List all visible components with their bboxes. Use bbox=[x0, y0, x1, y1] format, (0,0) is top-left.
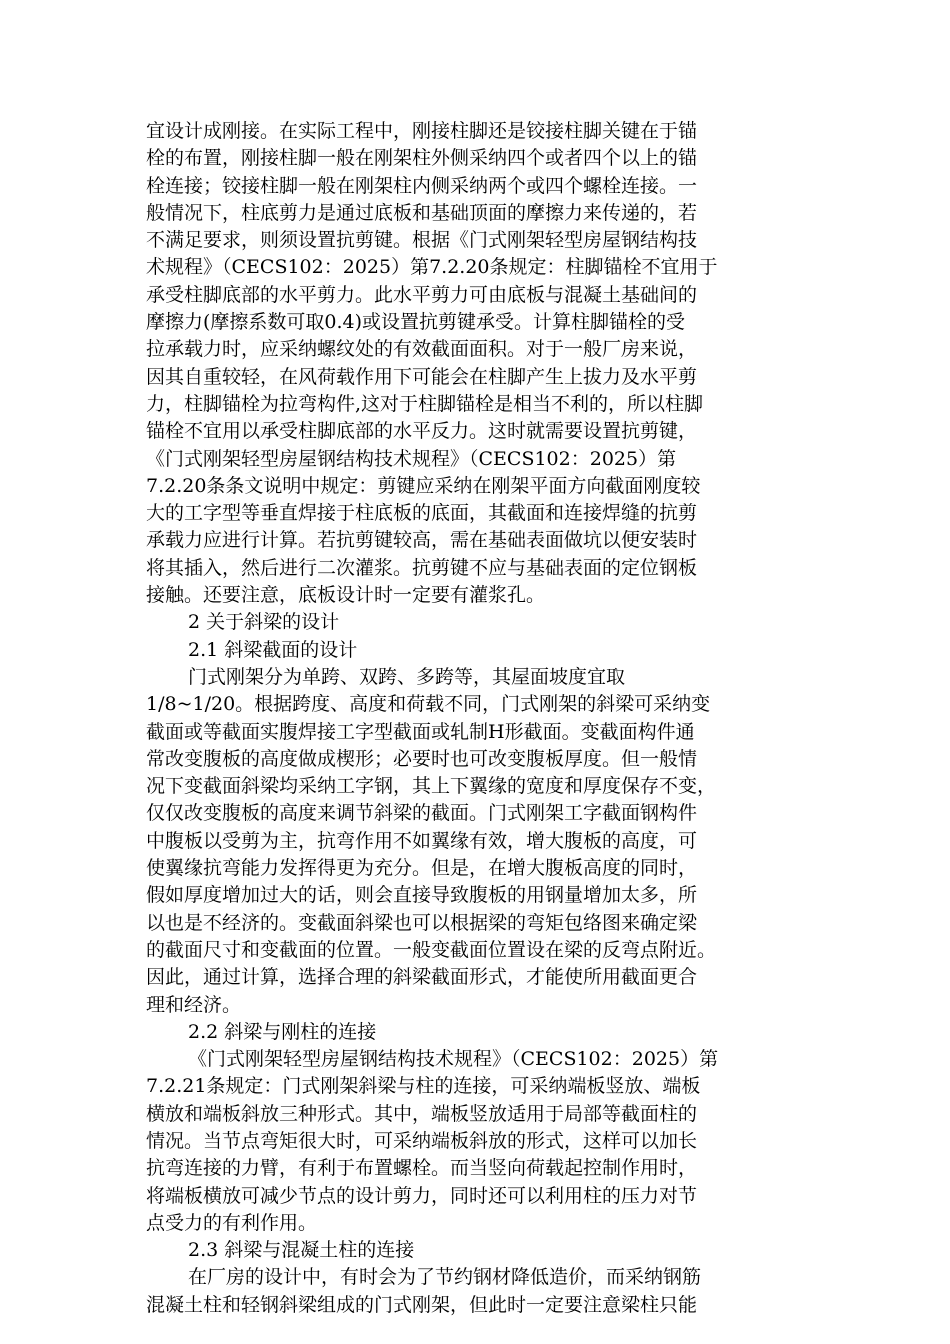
text-line: 7.2.21条规定：门式刚架斜梁与柱的连接，可采纳端板竖放、端板 bbox=[146, 1075, 701, 1098]
text-line: 的截面尺寸和变截面的位置。一般变截面位置设在梁的反弯点附近。 bbox=[146, 938, 717, 961]
text-line: 锚栓不宜用以承受柱脚底部的水平反力。这时就需要设置抗剪键， bbox=[146, 420, 698, 443]
text-line: 中腹板以受剪为主，抗弯作用不如翼缘有效，增大腹板的高度，可 bbox=[146, 829, 698, 852]
text-line: 理和经济。 bbox=[146, 993, 242, 1016]
text-line: 《门式刚架轻型房屋钢结构技术规程》（CECS102：2025）第 bbox=[188, 1048, 719, 1071]
text-line: 2.3 斜梁与混凝土柱的连接 bbox=[188, 1239, 415, 1262]
text-line: 混凝土柱和轻钢斜梁组成的门式刚架，但此时一定要注意梁柱只能 bbox=[146, 1293, 698, 1316]
text-line: 使翼缘抗弯能力发挥得更为充分。但是，在增大腹板高度的同时， bbox=[146, 857, 698, 880]
text-line: 2.1 斜梁截面的设计 bbox=[188, 638, 358, 661]
text-line: 摩擦力(摩擦系数可取0.4)或设置抗剪键承受。计算柱脚锚栓的受 bbox=[146, 311, 686, 334]
text-line: 接触。还要注意，底板设计时一定要有灌浆孔。 bbox=[146, 584, 546, 607]
text-line: 栓连接；铰接柱脚一般在刚架柱内侧采纳两个或四个螺栓连接。一 bbox=[146, 174, 698, 197]
text-line: 以也是不经济的。变截面斜梁也可以根据梁的弯矩包络图来确定梁 bbox=[146, 911, 698, 934]
text-line: 般情况下，柱底剪力是通过底板和基础顶面的摩擦力来传递的，若 bbox=[146, 201, 698, 224]
text-line: 因其自重较轻，在风荷载作用下可能会在柱脚产生上拔力及水平剪 bbox=[146, 365, 698, 388]
text-line: 7.2.20条条文说明中规定：剪键应采纳在刚架平面方向截面刚度较 bbox=[146, 474, 701, 497]
text-line: 常改变腹板的高度做成楔形；必要时也可改变腹板厚度。但一般情 bbox=[146, 747, 698, 770]
text-line: 力，柱脚锚栓为拉弯构件,这对于柱脚锚栓是相当不利的，所以柱脚 bbox=[146, 392, 704, 415]
text-line: 将其插入，然后进行二次灌浆。抗剪键不应与基础表面的定位钢板 bbox=[146, 556, 698, 579]
text-line: 抗弯连接的力臂，有利于布置螺栓。而当竖向荷载起控制作用时， bbox=[146, 1157, 698, 1180]
text-line: 截面或等截面实腹焊接工字型截面或轧制H形截面。变截面构件通 bbox=[146, 720, 695, 743]
text-line: 2 关于斜梁的设计 bbox=[188, 611, 340, 634]
text-line: 仅仅改变腹板的高度来调节斜梁的截面。门式刚架工字截面钢构件 bbox=[146, 802, 698, 825]
text-line: 承载力应进行计算。若抗剪键较高，需在基础表面做坑以便安装时 bbox=[146, 529, 698, 552]
text-line: 况下变截面斜梁均采纳工字钢，其上下翼缘的宽度和厚度保存不变， bbox=[146, 775, 717, 798]
text-line: 不满足要求，则须设置抗剪键。根据《门式刚架轻型房屋钢结构技 bbox=[146, 229, 698, 252]
text-line: 栓的布置，刚接柱脚一般在刚架柱外侧采纳四个或者四个以上的锚 bbox=[146, 147, 698, 170]
text-line: 因此，通过计算，选择合理的斜梁截面形式，才能使所用截面更合 bbox=[146, 966, 698, 989]
text-line: 《门式刚架轻型房屋钢结构技术规程》（CECS102：2025）第 bbox=[146, 447, 677, 470]
document-body bbox=[146, 118, 810, 1319]
text-line: 宜设计成刚接。在实际工程中，刚接柱脚还是铰接柱脚关键在于锚 bbox=[146, 120, 698, 142]
text-line: 点受力的有利作用。 bbox=[146, 1211, 318, 1234]
text-line: 将端板横放可减少节点的设计剪力，同时还可以利用柱的压力对节 bbox=[146, 1184, 698, 1207]
text-line: 拉承载力时，应采纳螺纹处的有效截面面积。对于一般厂房来说， bbox=[146, 338, 698, 361]
text-line: 术规程》（CECS102：2025）第7.2.20条规定：柱脚锚栓不宜用于 bbox=[146, 256, 718, 279]
text-line: 情况。当节点弯矩很大时，可采纳端板斜放的形式，这样可以加长 bbox=[146, 1129, 698, 1152]
text-line: 门式刚架分为单跨、双跨、多跨等，其屋面坡度宜取 bbox=[188, 665, 626, 688]
text-line: 2.2 斜梁与刚柱的连接 bbox=[188, 1020, 377, 1043]
text-line: 横放和端板斜放三种形式。其中，端板竖放适用于局部等截面柱的 bbox=[146, 1102, 698, 1125]
text-line: 在厂房的设计中，有时会为了节约钢材降低造价，而采纳钢筋 bbox=[188, 1266, 702, 1289]
text-line: 承受柱脚底部的水平剪力。此水平剪力可由底板与混凝土基础间的 bbox=[146, 283, 698, 306]
text-line: 假如厚度增加过大的话，则会直接导致腹板的用钢量增加太多，所 bbox=[146, 884, 698, 907]
text-line: 大的工字型等垂直焊接于柱底板的底面，其截面和连接焊缝的抗剪 bbox=[146, 502, 698, 525]
text-line: 1/8~1/20。根据跨度、高度和荷载不同，门式刚架的斜梁可采纳变 bbox=[146, 693, 711, 716]
